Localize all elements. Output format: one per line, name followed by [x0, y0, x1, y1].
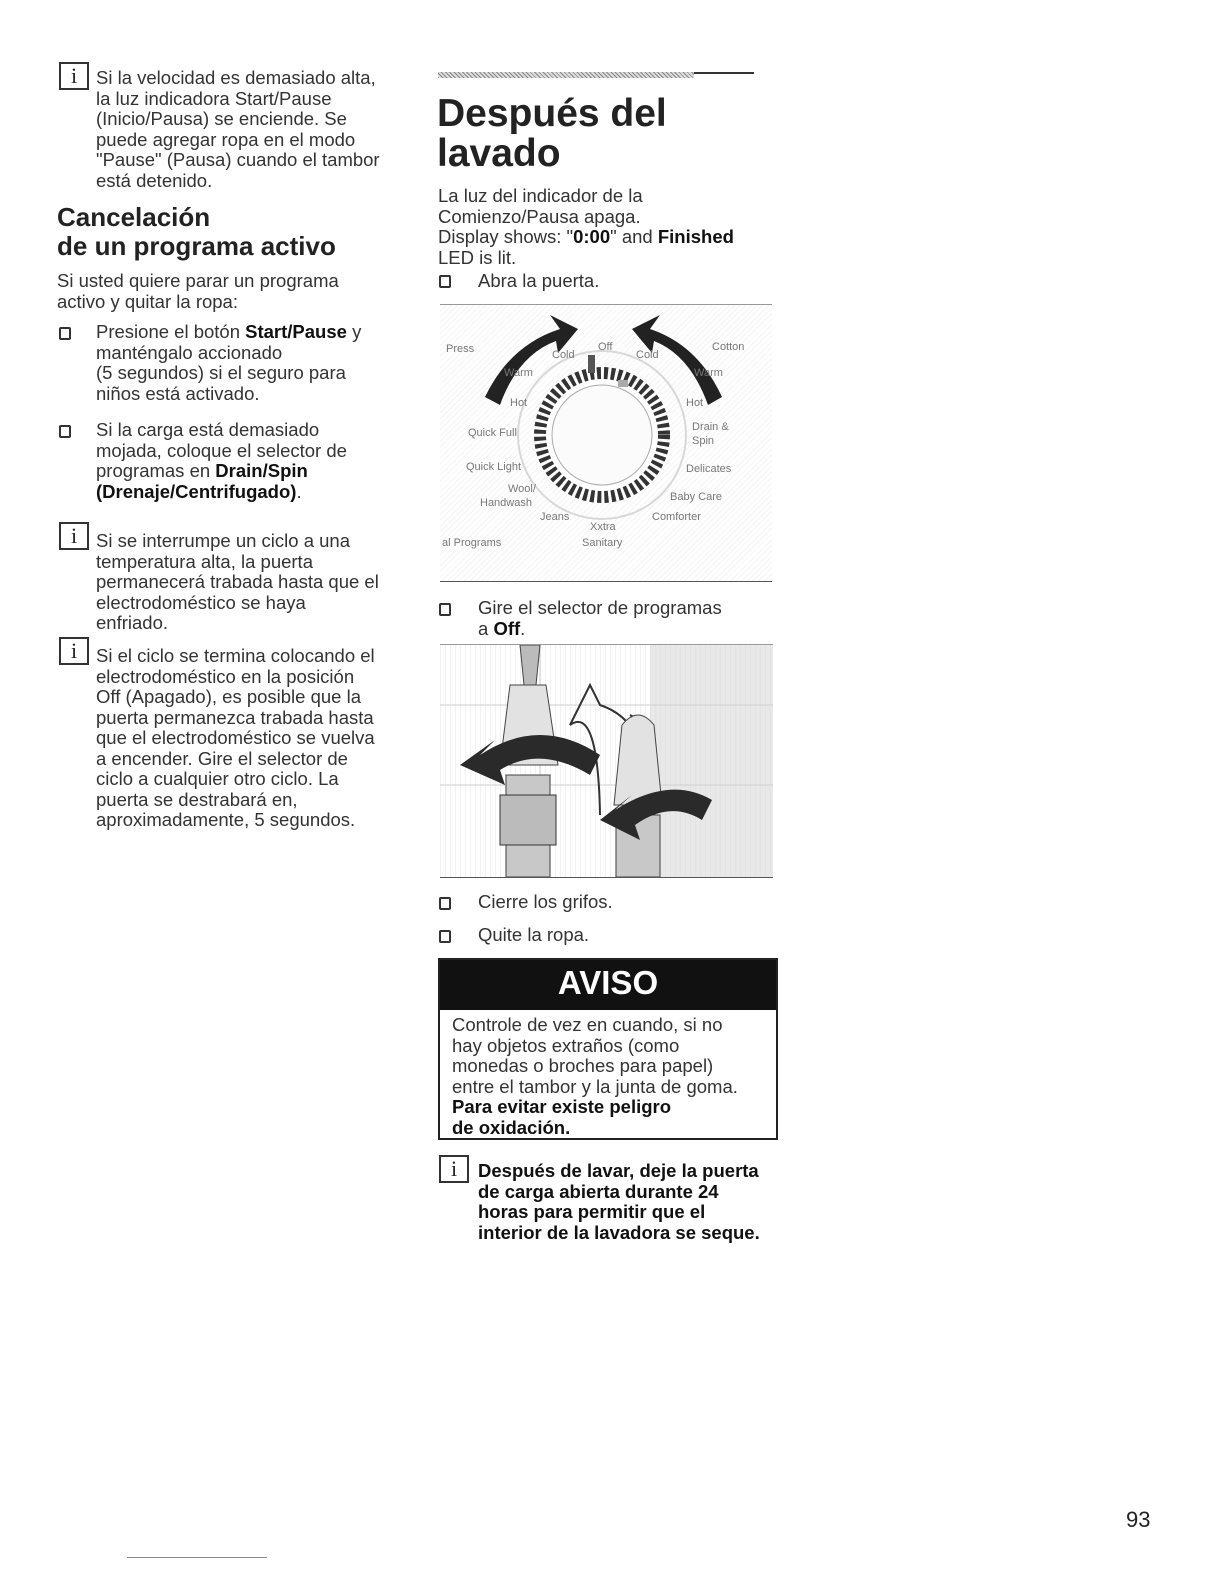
- dial-label: al Programs: [442, 537, 502, 549]
- dial-label: Cold: [552, 349, 575, 361]
- checkbox-icon: [59, 425, 71, 438]
- faucets-graphic: [440, 645, 773, 877]
- dial-label: Comforter: [652, 511, 701, 523]
- dial-label: Drain &: [692, 421, 729, 433]
- aviso-box: [438, 958, 778, 1140]
- dial-label: Off: [598, 341, 613, 353]
- dial-label: Warm: [504, 367, 533, 379]
- info-icon: i: [59, 522, 89, 550]
- dial-label: Press: [446, 343, 475, 355]
- footer-rule: [127, 1557, 267, 1558]
- note-leave-door-open: Después de lavar, deje la puerta de carga abierta durante 24 horas para permitir que el interior de la lavadora se seque.: [478, 1160, 760, 1243]
- title-rule-pattern: [438, 72, 694, 78]
- dial-label: Quick Full: [468, 427, 517, 439]
- step-drain-spin: Si la carga está demasiado mojada, coloque el selector de programas en Drain/Spin (Drenaje/Centrifugado).: [96, 419, 347, 502]
- step-close-faucets: Cierre los grifos.: [478, 891, 613, 912]
- checkbox-icon: [439, 897, 451, 910]
- checkbox-icon: [439, 603, 451, 616]
- dial-label: Xxtra: [590, 521, 616, 533]
- dial-label: Hot: [686, 397, 704, 409]
- dial-label: Jeans: [540, 511, 570, 523]
- page-number: 93: [1126, 1507, 1151, 1532]
- info-icon: i: [59, 637, 89, 665]
- dial-label: Sanitary: [582, 537, 623, 549]
- info-icon: i: [59, 62, 89, 90]
- step-remove-laundry: Quite la ropa.: [478, 924, 590, 945]
- dial-label: Cotton: [712, 341, 745, 353]
- info-icon: i: [439, 1155, 469, 1183]
- cancel-intro: Si usted quiere parar un programa activo y quitar la ropa:: [57, 270, 339, 312]
- note-speed: Si la velocidad es demasiado alta, la luz indicadora Start/Pause (Inicio/Pausa) se enciende. Se puede agregar ropa en el modo "Pause" (Pausa) cuando el tambor está detenido.: [96, 67, 380, 191]
- aviso-title: AVISO: [440, 960, 776, 1010]
- program-dial-illustration: [440, 304, 772, 582]
- dial-label: Quick Light: [466, 461, 522, 473]
- dial-label: Hot: [510, 397, 528, 409]
- after-wash-intro: La luz del indicador de la Comienzo/Pausa apaga. Display shows: "0:00" and Finished LED is lit.: [438, 185, 734, 268]
- dial-label: Baby Care: [670, 491, 722, 503]
- step-press-start: Presione el botón Start/Pause y manténgalo accionado (5 segundos) si el seguro para niños está activado.: [96, 321, 362, 404]
- checkbox-icon: [59, 327, 71, 340]
- page-title: Después del lavado: [437, 92, 667, 175]
- dial-label: Warm: [694, 367, 723, 379]
- title-rule: [694, 72, 754, 74]
- note-high-temperature: Si se interrumpe un ciclo a una temperatura alta, la puerta permanecerá trabada hasta que el electrodoméstico se haya enfriado.: [96, 530, 379, 633]
- dial-label: Wool/: [508, 483, 536, 495]
- checkbox-icon: [439, 930, 451, 943]
- step-open-door: Abra la puerta.: [478, 270, 600, 291]
- note-door-lock: Si el ciclo se termina colocando el electrodoméstico en la posición Off (Apagado), es posible que la puerta permanezca trabada hasta que el electrodoméstico se vuelva a encender. Gire el selector de ciclo a cualquier otro ciclo. La puerta se destrabará en, aproximadamente, 5 segundos.: [96, 645, 375, 830]
- checkbox-icon: [439, 275, 451, 288]
- aviso-text: Controle de vez en cuando, si no hay objetos extraños (como monedas o broches para papel) entre el tambor y la junta de goma. Para evitar existe peligro de oxidación.: [452, 1014, 738, 1138]
- dial-label: Spin: [692, 435, 715, 447]
- step-turn-off: Gire el selector de programas a Off.: [478, 597, 722, 639]
- dial-label: Delicates: [686, 463, 732, 475]
- dial-label: Handwash: [480, 497, 532, 509]
- section-heading-cancel: Cancelación de un programa activo: [57, 202, 336, 261]
- faucets-illustration: [440, 644, 773, 878]
- dial-label: Cold: [636, 349, 659, 361]
